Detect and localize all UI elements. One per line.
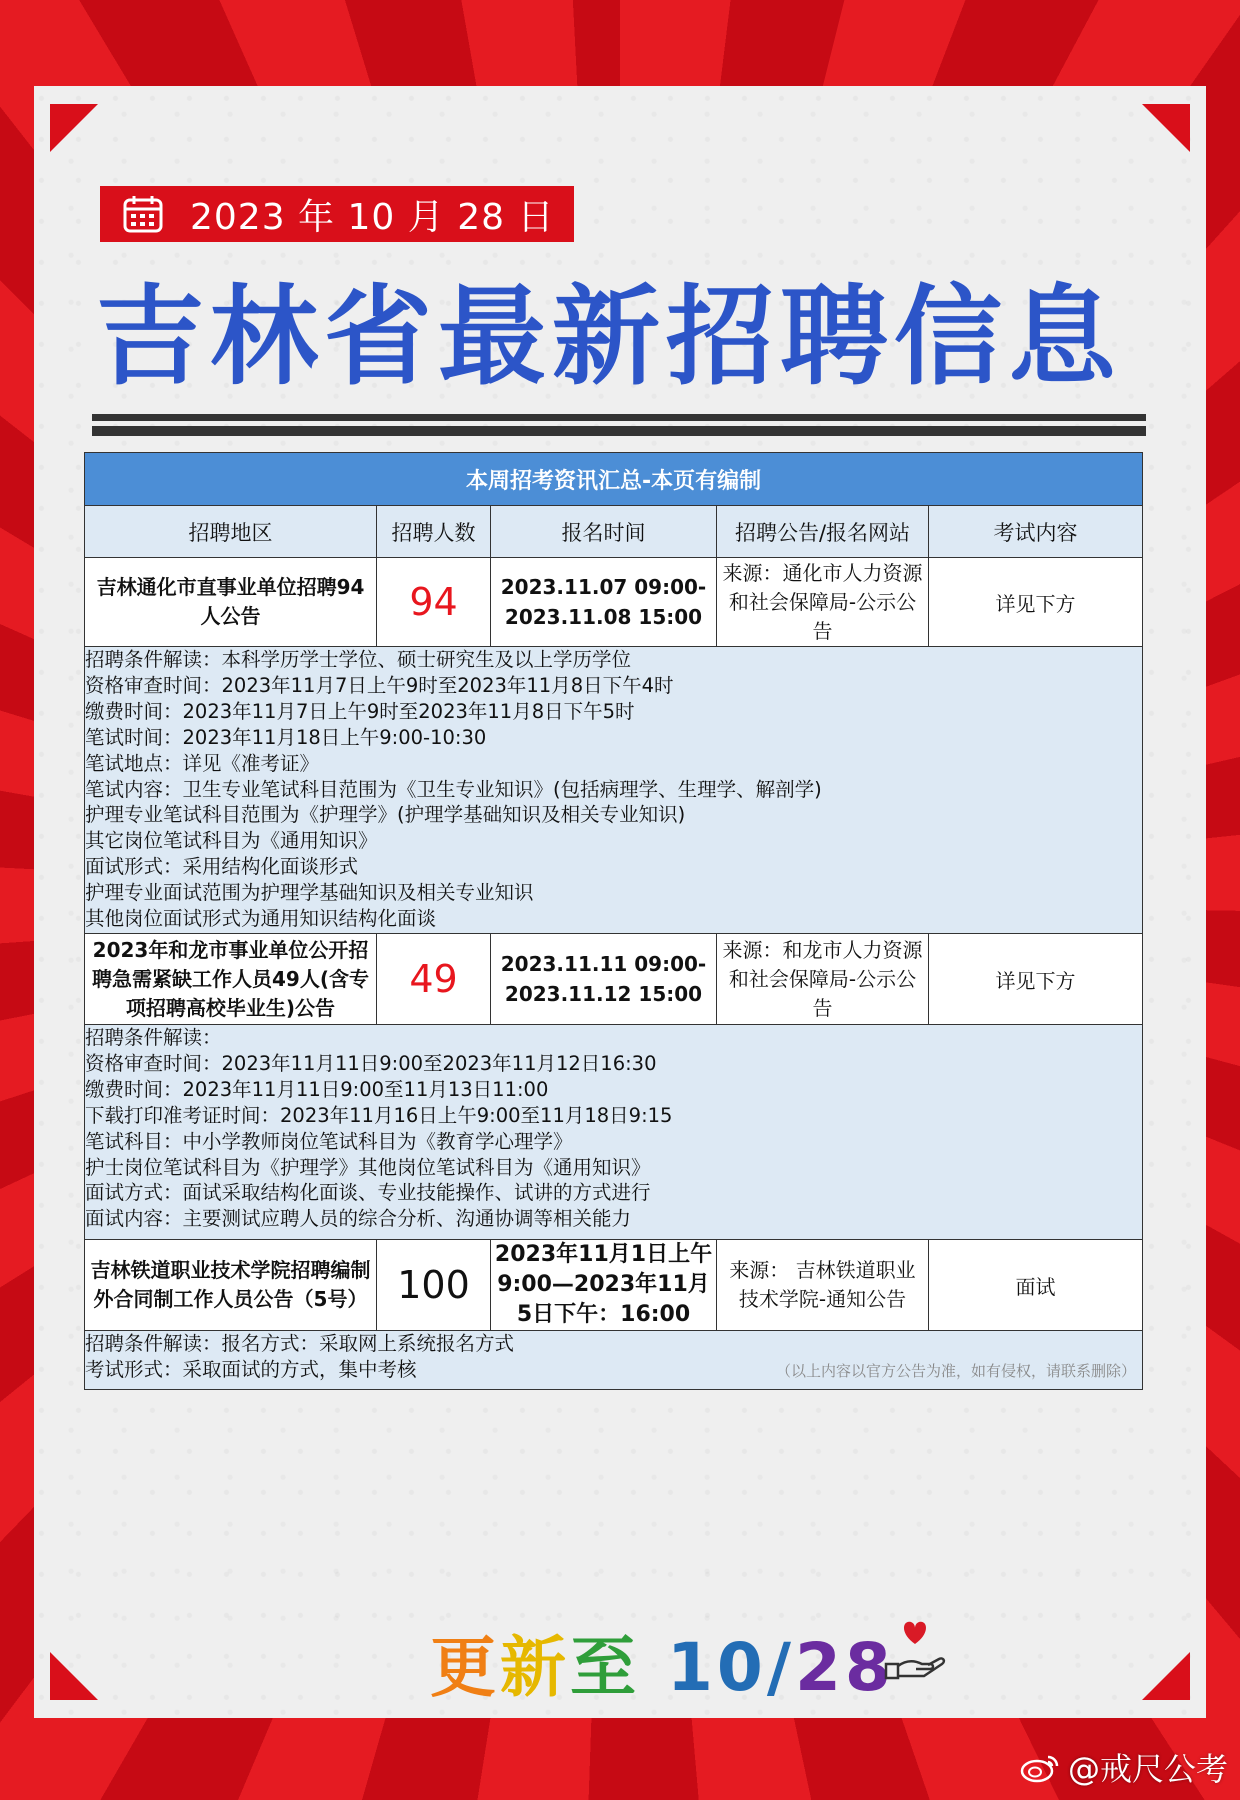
- detail-line: 考试形式：采取面试的方式，集中考核: [85, 1357, 417, 1381]
- column-header: 招聘公告/报名网站: [717, 506, 929, 558]
- disclaimer-text: （以上内容以官方公告为准，如有侵权，请联系删除）: [776, 1362, 1137, 1381]
- table-header-row: [85, 506, 1143, 558]
- heart-hand-icon: [880, 1614, 950, 1684]
- column-header: 招聘地区: [85, 506, 377, 558]
- detail-line: 其它岗位笔试科目为《通用知识》: [85, 829, 378, 853]
- detail-line: 下载打印准考证时间：2023年11月16日上午9:00至11月18日9:15: [85, 1103, 673, 1127]
- detail-line: 招聘条件解读：: [85, 1026, 222, 1049]
- recruit-count: 94: [377, 558, 491, 647]
- update-char: 新: [500, 1629, 570, 1706]
- detail-line: 面试形式：采用结构化面谈形式: [85, 855, 359, 879]
- registration-time: 2023年11月1日上午9:00—2023年11月5日下午：16:00: [491, 1240, 717, 1331]
- table-row: [85, 1240, 1143, 1331]
- detail-line: 护士岗位笔试科目为《护理学》其他岗位笔试科目为《通用知识》: [85, 1155, 651, 1179]
- detail-line: 资格审查时间：2023年11月7日上午9时至2023年11月8日下午4时: [85, 673, 674, 697]
- detail-row: [85, 1331, 1143, 1390]
- detail-line: 笔试地点：详见《准考证》: [85, 751, 320, 775]
- page-title: 吉林省最新招聘信息: [96, 275, 1123, 400]
- detail-line: 面试内容：主要测试应聘人员的综合分析、沟通协调等相关能力: [85, 1207, 632, 1231]
- registration-time: 2023.11.11 09:00-2023.11.12 15:00: [491, 934, 717, 1025]
- registration-time: 2023.11.07 09:00-2023.11.08 15:00: [491, 558, 717, 647]
- job-title: 吉林铁道职业技术学院招聘编制外合同制工作人员公告（5号）: [85, 1240, 377, 1331]
- detail-line: 缴费时间：2023年11月11日9:00至11月13日11:00: [85, 1077, 549, 1101]
- update-date: 28: [794, 1629, 895, 1706]
- divider: [92, 426, 1146, 436]
- recruit-count: 100: [377, 1240, 491, 1331]
- detail-line: 笔试时间：2023年11月18日上午9:00-10:30: [85, 725, 487, 749]
- detail-row: [85, 647, 1143, 934]
- detail-line: 笔试科目：中小学教师岗位笔试科目为《教育学心理学》: [85, 1129, 573, 1153]
- date-text: 2023 年 10 月 28 日: [190, 196, 555, 238]
- detail-line: 招聘条件解读：报名方式：采取网上系统报名方式: [85, 1332, 515, 1355]
- detail-line: 招聘条件解读：本科学历学士学位、硕士研究生及以上学历学位: [85, 648, 632, 671]
- detail-line: 缴费时间：2023年11月7日上午9时至2023年11月8日下午5时: [85, 699, 635, 723]
- table-row: [85, 558, 1143, 647]
- detail-line: 笔试内容：卫生专业笔试科目范围为《卫生专业知识》(包括病理学、生理学、解剖学): [85, 777, 822, 801]
- corner-decoration: [50, 1652, 98, 1700]
- divider: [92, 414, 1146, 421]
- corner-decoration: [1142, 104, 1190, 152]
- update-date: 10/: [640, 1629, 795, 1706]
- announcement-source: 来源： 吉林铁道职业技术学院-通知公告: [717, 1240, 929, 1331]
- announcement-source: 来源：和龙市人力资源和社会保障局-公示公告: [717, 934, 929, 1025]
- detail-line: 资格审查时间：2023年11月11日9:00至2023年11月12日16:30: [85, 1051, 657, 1075]
- corner-decoration: [50, 104, 98, 152]
- update-char: 更: [430, 1629, 500, 1706]
- detail-line: 其他岗位面试形式为通用知识结构化面谈: [85, 907, 437, 931]
- job-title: 2023年和龙市事业单位公开招聘急需紧缺工作人员49人(含专项招聘高校毕业生)公告: [85, 934, 377, 1025]
- watermark-text: @戒尺公考: [1067, 1750, 1228, 1788]
- detail-line: 面试方式：面试采取结构化面谈、专业技能操作、试讲的方式进行: [85, 1181, 651, 1205]
- recruitment-table: [84, 452, 1143, 1390]
- table-row: [85, 934, 1143, 1025]
- detail-line: 护理专业笔试科目范围为《护理学》(护理学基础知识及相关专业知识): [85, 803, 686, 827]
- job-title: 吉林通化市直事业单位招聘94人公告: [85, 558, 377, 647]
- date-banner: [100, 186, 574, 242]
- calendar-icon: [122, 194, 164, 234]
- exam-content: 面试: [929, 1240, 1143, 1331]
- recruit-count: 49: [377, 934, 491, 1025]
- exam-content: 详见下方: [929, 558, 1143, 647]
- update-char: 至: [570, 1629, 640, 1706]
- weibo-icon: [1020, 1751, 1060, 1783]
- watermark: [1020, 1744, 1228, 1790]
- column-header: 考试内容: [929, 506, 1143, 558]
- corner-decoration: [1142, 1652, 1190, 1700]
- detail-row: [85, 1025, 1143, 1240]
- exam-content: 详见下方: [929, 934, 1143, 1025]
- column-header: 招聘人数: [377, 506, 491, 558]
- update-banner: [430, 1614, 895, 1709]
- table-title: 本周招考资讯汇总-本页有编制: [85, 453, 1143, 506]
- detail-line: 护理专业面试范围为护理学基础知识及相关专业知识: [85, 881, 534, 905]
- announcement-source: 来源：通化市人力资源和社会保障局-公示公告: [717, 558, 929, 647]
- column-header: 报名时间: [491, 506, 717, 558]
